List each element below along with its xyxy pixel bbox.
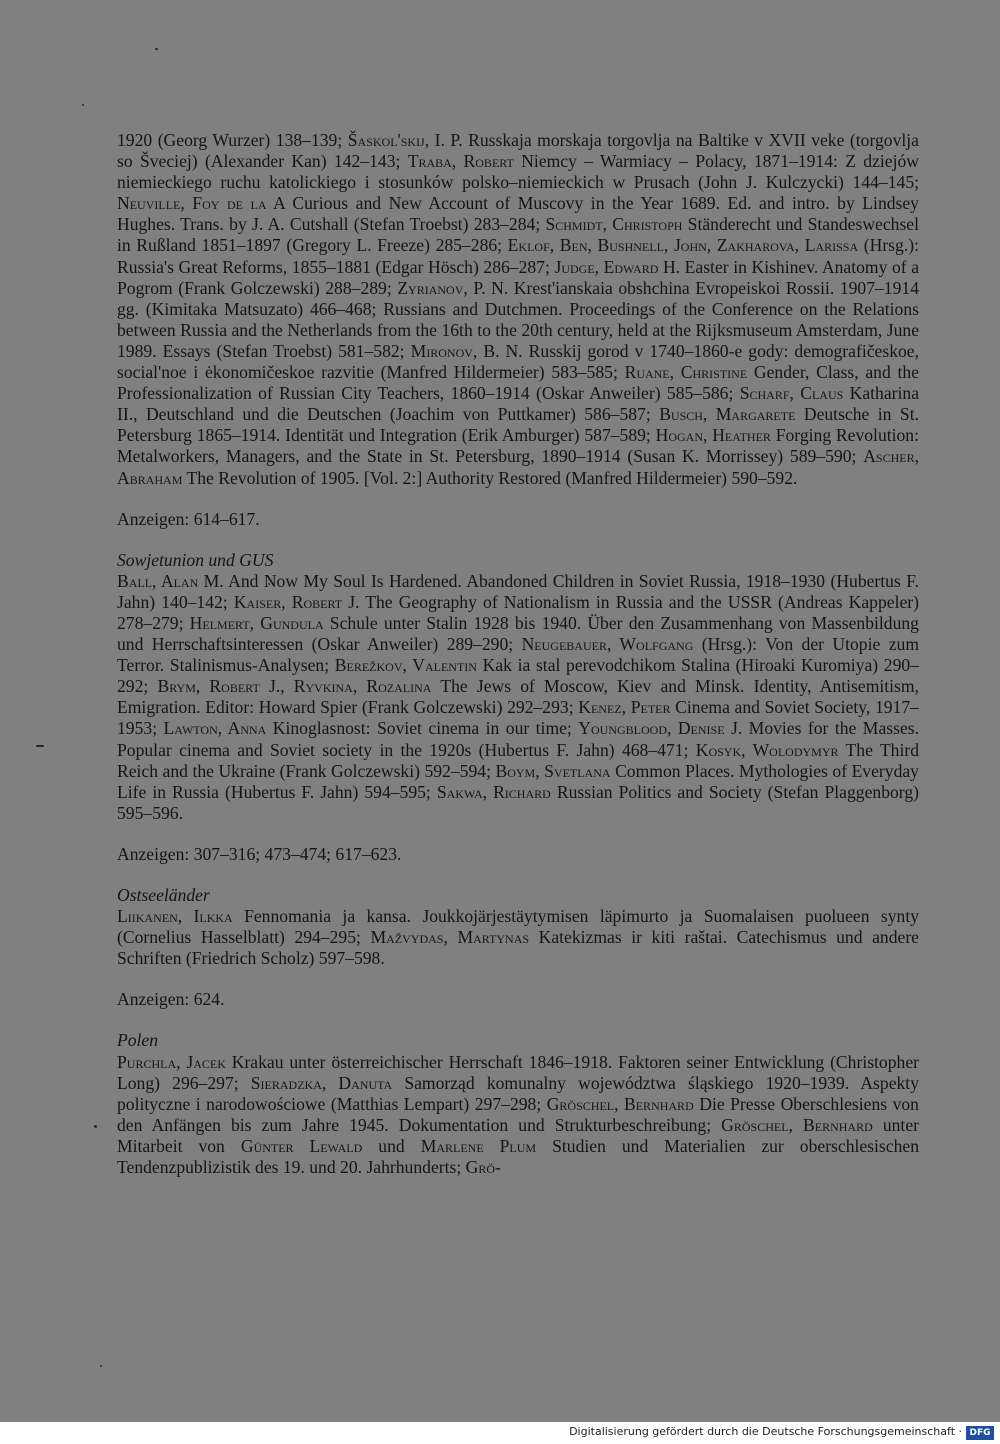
- text-run: Anzeigen: 624.: [117, 989, 225, 1010]
- footer-bar: [0, 1422, 1000, 1444]
- author-name: Sakwa, Richard: [436, 781, 551, 802]
- section-heading: [117, 1030, 919, 1051]
- text-run: Forging Revolution: Metalworkers, Managers, and the State in St. Petersburg, 1890–1914 (Susan K. Morrissey) 589–590;: [117, 425, 919, 467]
- author-name: Ascher, Abraham: [117, 446, 919, 488]
- bibliography-paragraph: [117, 906, 919, 969]
- bibliography-paragraph: [117, 1052, 919, 1179]
- author-name: Kenez, Peter: [578, 697, 671, 718]
- dfg-logo-icon: DFG: [966, 1426, 994, 1440]
- author-name: Günter Lewald: [240, 1135, 363, 1156]
- text-run: Russian Politics and Society (Stefan Plaggenborg) 595–596.: [117, 781, 919, 823]
- bibliography-paragraph: [117, 130, 919, 489]
- text-run: (Hrsg.): Von der Utopie zum Terror. Stalinismus-Analysen;: [117, 634, 920, 676]
- text-run: Sowjetunion und GUS: [117, 549, 274, 570]
- text-run: Fennomania ja kansa. Joukkojärjestäytymisen läpimurto ja Suomalaisen puolueen synty (Cornelius Hasselblatt) 294–295;: [117, 906, 919, 948]
- text-run: Niemcy – Warmiacy – Polacy, 1871–1914: Z dziejów niemieckiego ruchu katolickiego i stosunków polsko–niemieckich w Prusach (John J. Kulczycki) 144–145;: [117, 151, 920, 193]
- text-run: Cinema and Soviet Society, 1917–1953;: [117, 697, 919, 739]
- author-name: Ball, Alan: [117, 570, 199, 591]
- advertisements-line: [117, 509, 919, 530]
- text-run: Russkij gorod v 1740–1860-e gody: demografičeskoe, social'noe i ėkonomičeskoe razvitie (Manfred Hildermeier) 583–585;: [117, 340, 919, 383]
- author-name: Judge, Edward: [554, 256, 659, 277]
- text-run: Deutsche in St. Petersburg 1865–1914. Identität und Integration (Erik Amburger) 587–589;: [117, 404, 919, 446]
- text-run: Krakau unter österreichischer Herrschaft 1846–1918. Faktoren seiner Entwicklung (Christopher Long) 296–297;: [117, 1051, 919, 1093]
- text-run: Common Places. Mythologies of Everyday Life in Russia (Hubertus F. Jahn) 594–595;: [117, 760, 919, 802]
- scan-speck: [155, 48, 158, 50]
- author-name: Berežkov, Valentin: [334, 655, 477, 676]
- text-run: P. N. Krest'ianskaia obshchina Evropeiskoi Rossii. 1907–1914 gg. (Kimitaka Matsuzato) 466–468; Russians and Dutchmen. Proceedings of the Conference on the Relations between Russia and the Netherlands from the 16th to the 20th century, held at the Rijksmuseum Amsterdam, June 1989. Essays (Stefan Troebst) 581–582;: [117, 277, 919, 361]
- advertisements-line: [117, 989, 919, 1010]
- author-name: Youngblood, Denise: [578, 718, 725, 739]
- author-name: Gröschel, Bernhard: [721, 1114, 873, 1135]
- author-name: Grö-: [465, 1157, 501, 1178]
- text-run: The Jews of Moscow, Kiev and Minsk. Identity, Antisemitism, Emigration. Editor: Howard Spier (Frank Golczewski) 292–293;: [117, 676, 919, 718]
- text-run: Gender, Class, and the Professionalization of Russian City Teachers, 1860–1914 (Oskar Anweiler) 585–586;: [117, 362, 919, 404]
- text-run: Polen: [117, 1030, 159, 1051]
- author-name: Lawton, Anna: [163, 718, 267, 739]
- scan-speck: [36, 745, 44, 747]
- text-run: A Curious and New Account of Muscovy in the Year 1689. Ed. and intro. by Lindsey Hughes. Trans. by J. A. Cutshall (Stefan Troebst) 283–284;: [117, 193, 919, 235]
- scan-speck: [100, 1365, 102, 1367]
- author-name: Mažvydas, Martynas: [370, 927, 530, 948]
- author-name: Hogan, Heather: [655, 425, 771, 446]
- text-run: Katekizmas ir kiti raštai. Catechismus und andere Schriften (Friedrich Scholz) 597–598.: [117, 927, 919, 969]
- text-run: Die Presse Oberschlesiens von den Anfängen bis zum Jahre 1945. Dokumentation und Strukturbeschreibung;: [117, 1093, 919, 1135]
- text-run: J. Movies for the Masses. Popular cinema and Soviet society in the 1920s (Hubertus F. Jahn) 468–471;: [117, 718, 919, 760]
- author-name: Kaiser, Robert: [233, 591, 343, 612]
- author-name: Marlene Plum: [420, 1135, 537, 1156]
- author-name: Neugebauer, Wolfgang: [521, 634, 694, 655]
- text-run: unter Mitarbeit von: [117, 1114, 919, 1156]
- author-name: Purchla, Jacek: [117, 1051, 226, 1072]
- bibliography-paragraph: [117, 571, 919, 824]
- section-heading: [117, 885, 919, 906]
- author-name: Neuville, Foy de la: [117, 193, 267, 214]
- scan-speck: [94, 1125, 97, 1128]
- text-run: Anzeigen: 307–316; 473–474; 617–623.: [117, 843, 402, 864]
- text-run: The Third Reich and the Ukraine (Frank Golczewski) 592–594;: [117, 739, 920, 781]
- text-run: Kak ia stal perevodchikom Stalina (Hiroaki Kuromiya) 290–292;: [117, 655, 919, 697]
- author-name: Sieradzka, Danuta: [250, 1072, 393, 1093]
- author-name: Scharf, Claus: [739, 383, 844, 404]
- bibliography-text: [117, 130, 919, 1178]
- text-run: Kinoglasnost: Soviet cinema in our time;: [266, 718, 579, 739]
- text-run: Katharina II., Deutschland und die Deutschen (Joachim von Puttkamer) 586–587;: [117, 383, 920, 425]
- text-run: Samorząd komunalny województwa śląskiego 1920–1939. Aspekty polityczne i narodowościowe (Matthias Lempart) 297–298;: [117, 1072, 919, 1114]
- text-run: (Hrsg.): Russia's Great Reforms, 1855–1881 (Edgar Hösch) 286–287;: [117, 235, 919, 277]
- text-run: Ständerecht und Standeswechsel in Rußland 1851–1897 (Gregory L. Freeze) 285–286;: [117, 214, 919, 256]
- text-run: J. The Geography of Nationalism in Russia and the USSR (Andreas Kappeler) 278–279;: [117, 591, 919, 633]
- author-name: Busch, Margarete: [659, 404, 796, 425]
- text-run: und: [362, 1135, 421, 1156]
- author-name: Kosyk, Wolodymyr: [695, 739, 839, 760]
- author-name: Gröschel, Bernhard: [546, 1093, 694, 1114]
- author-name: Traba, Robert: [407, 151, 514, 172]
- text-run: Russkaja morskaja torgovlja na Baltike v XVII veke (torgovlja so Šveciej) (Alexander Kan) 142–143;: [117, 130, 919, 172]
- author-name: Brym, Robert J., Ryvkina, Rozalina: [157, 676, 432, 697]
- advertisements-line: [117, 844, 919, 865]
- author-name: Schmidt, Christoph: [545, 214, 683, 235]
- text-run: M. And Now My Soul Is Hardened. Abandoned Children in Soviet Russia, 1918–1930 (Hubertus F. Jahn) 140–142;: [117, 570, 919, 612]
- author-name: Liikanen, Ilkka: [117, 906, 233, 927]
- text-run: 1920 (Georg Wurzer) 138–139;: [117, 130, 348, 150]
- author-name: Ruane, Christine: [624, 362, 748, 383]
- funding-credit: Digitalisierung gefördert durch die Deutsche Forschungsgemeinschaft ·: [569, 1425, 962, 1438]
- author-name: Zyrianov,: [397, 277, 468, 298]
- author-name: Boym, Svetlana: [495, 760, 611, 781]
- author-name: Eklof, Ben, Bushnell, John, Zakharova, Larissa: [507, 235, 859, 256]
- text-run: Anzeigen: 614–617.: [117, 508, 260, 529]
- text-run: Studien und Materialien zur oberschlesischen Tendenzpublizistik des 19. und 20. Jahrhunderts;: [117, 1135, 919, 1178]
- text-run: Ostseeländer: [117, 885, 210, 905]
- author-name: Mironov, B. N.: [410, 340, 523, 361]
- text-run: The Revolution of 1905. [Vol. 2:] Authority Restored (Manfred Hildermeier) 590–592.: [182, 467, 798, 488]
- text-run: Schule unter Stalin 1928 bis 1940. Über den Zusammenhang von Massenbildung und Herrschaftsinteressen (Oskar Anweiler) 289–290;: [117, 612, 919, 655]
- text-run: H. Easter in Kishinev. Anatomy of a Pogrom (Frank Golczewski) 288–289;: [117, 256, 920, 298]
- author-name: Šaskol'skij, I. P.: [347, 130, 463, 150]
- section-heading: [117, 550, 919, 571]
- author-name: Helmert, Gundula: [189, 612, 324, 633]
- scan-speck: [82, 104, 84, 106]
